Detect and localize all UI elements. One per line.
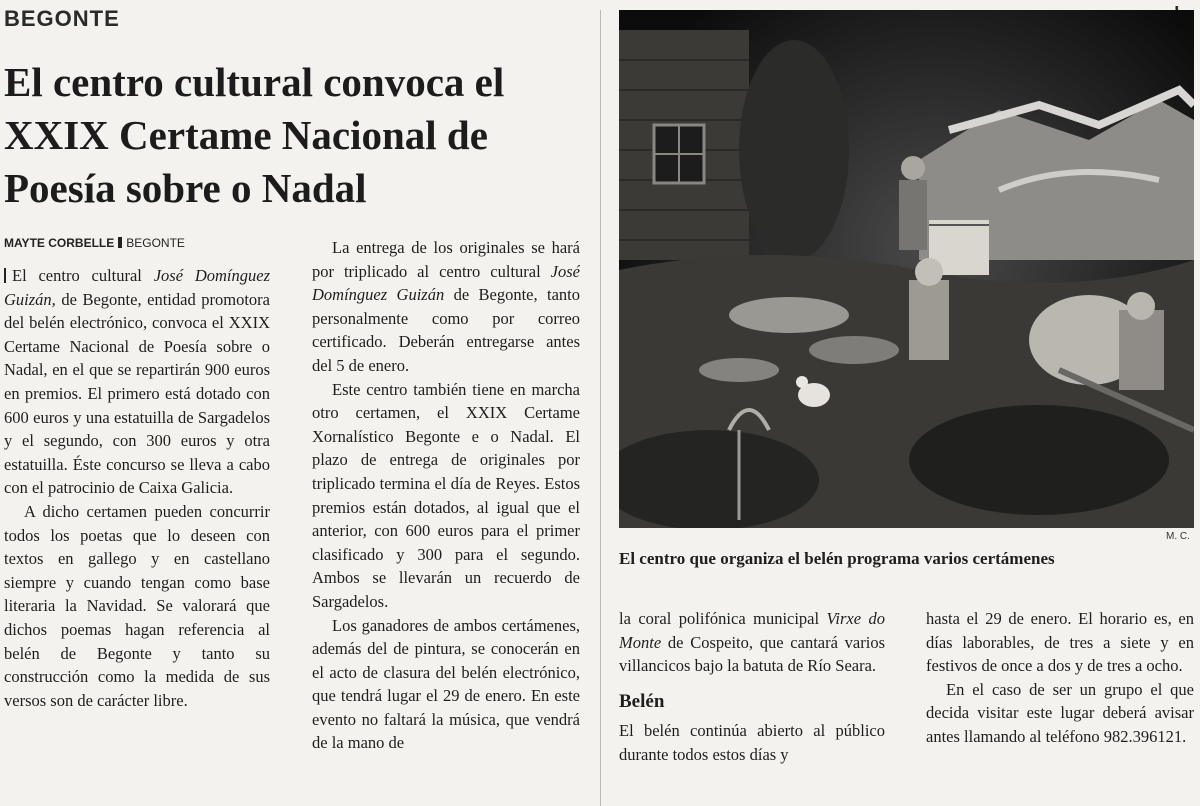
paragraph: Los ganadores de ambos certámenes, además del de pintura, se conocerán en el acto de clasura del belén electrónico, que tendrá lugar el 29 de enero. En este evento no faltará la música, que vendrá de la mano de xyxy=(312,615,580,753)
text-run: La entrega de los originales se hará por triplicado al centro cultural xyxy=(312,238,580,281)
photo-caption: El centro que organiza el belén programa varios certámenes xyxy=(619,549,1055,568)
subheading: Belén xyxy=(619,690,665,712)
paragraph xyxy=(4,264,270,500)
byline-separator xyxy=(118,237,122,248)
article-column-3 xyxy=(619,607,885,806)
paragraph-bar-icon xyxy=(4,268,6,283)
text-run: de Begonte, tanto personalmente como por correo certificado. Deberán entregarse antes del 5 de enero. xyxy=(312,285,580,375)
nativity-scene-image xyxy=(619,10,1194,528)
paragraph: En el caso de ser un grupo el que decida visitar este lugar deberá avisar antes llamando al teléfono 982.396121. xyxy=(926,679,1194,746)
text-run: la coral polifónica municipal xyxy=(619,609,827,628)
text-italic: José Domínguez Guizán xyxy=(312,261,580,305)
paragraph: El belén continúa abierto al público durante todos estos días y xyxy=(619,721,885,764)
paragraph: Este centro también tiene en marcha otro certamen, el XXIX Certame Xornalístico Begonte e o Nadal. El plazo de entrega de originales por triplicado termina el día de Reyes. Estos premios están dotados, al igual que el anterior, con 600 euros para el primer clasificado y 300 para el segundo. Ambos se llevarán un recuerdo de Sargadelos. xyxy=(312,379,580,611)
text-italic: Virxe do Monte xyxy=(619,609,885,652)
byline-author: MAYTE CORBELLE xyxy=(4,236,115,250)
paragraph xyxy=(619,607,885,678)
nativity-photo xyxy=(619,10,1194,528)
paragraph: hasta el 29 de enero. El horario es, en días laborables, de tres a siete y en festivos de once a dos y de tres a ocho. xyxy=(926,609,1194,676)
text-run: de Begonte, entidad promotora del belén electrónico, convoca el XXIX Certame Nacional de Poesía sobre o Nadal, en el que se repartirán 900 euros en premios. El primero está dotado con 600 euros y una estatuilla de Sargadelos y el segundo, con 300 euros y otra estatuilla. Éste concurso se lleva a cabo con el patrocinio de Caixa Galicia. xyxy=(4,289,270,498)
text-italic: José Domínguez Guizán, xyxy=(4,266,270,309)
paragraph xyxy=(312,236,580,378)
byline xyxy=(4,236,185,250)
column-rule xyxy=(600,10,601,806)
headline: El centro cultural convoca el XXIX Certame Nacional de Poesía sobre o Nadal xyxy=(4,59,505,211)
photo-credit: M. C. xyxy=(1166,531,1190,542)
byline-location: BEGONTE xyxy=(126,236,185,250)
text-run: de Cospeito, que cantará varios villancicos bajo la batuta de Río Seara. xyxy=(619,632,885,676)
article-column-4 xyxy=(926,607,1194,806)
section-title: BEGONTE xyxy=(4,6,120,31)
text-run: El centro cultural xyxy=(12,266,154,285)
article-column-1 xyxy=(4,264,270,804)
article-column-2 xyxy=(312,236,580,806)
paragraph: A dicho certamen pueden concurrir todos los poetas que lo deseen con textos en gallego y en castellano siempre y cuando tengan como base literaria la Navidad. Se valorará que dichos poemas hagan referencia al belén de Begonte y tanto su construcción como la medida de sus versos son de carácter libre. xyxy=(4,501,270,710)
